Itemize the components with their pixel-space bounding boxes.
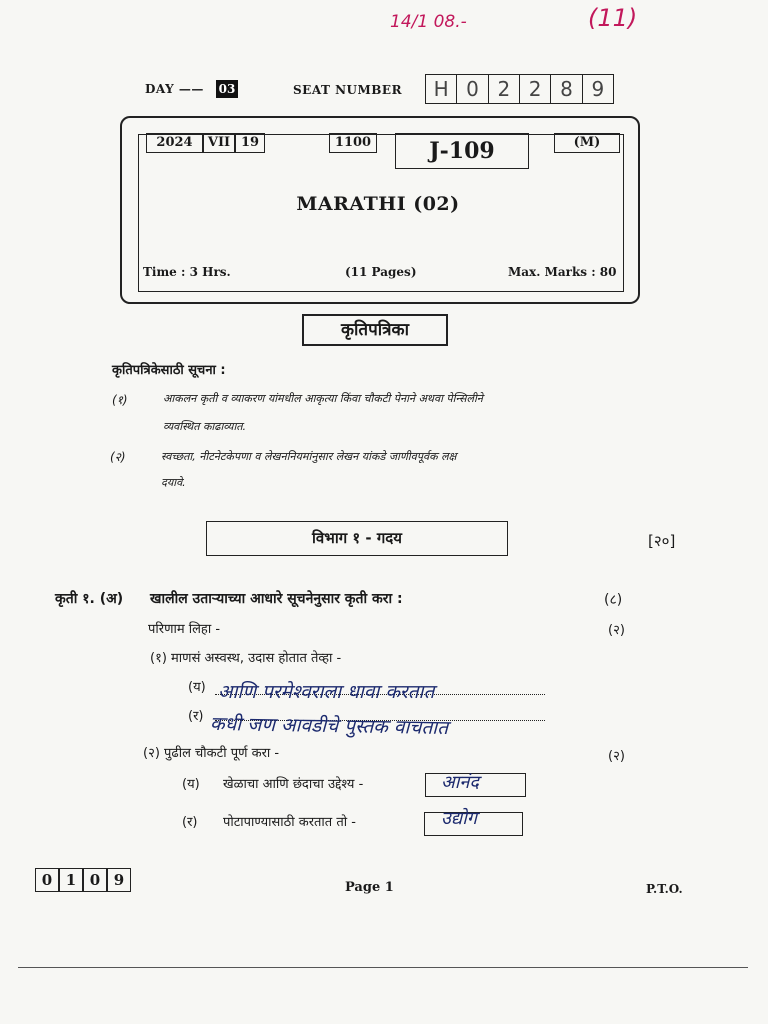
sub2-a-text: खेळाचा आणि छंदाचा उद्देश्य - (223, 777, 364, 792)
handwritten-box-answer-a: आनंद (441, 772, 479, 793)
sub1-a-label: (य) (188, 680, 206, 695)
page-number: Page 1 (345, 880, 394, 895)
instruction-2-line2: दयावे. (161, 476, 186, 489)
paper-code: J-109 (395, 133, 529, 169)
page-count: (11 Pages) (345, 265, 417, 279)
pto: P.T.O. (646, 882, 683, 896)
handwritten-answer-a: आणि परमेश्वराला धावा करतात (218, 681, 435, 703)
seat-digit-box: 9 (582, 74, 614, 104)
sub2-title: (२) पुढील चौकटी पूर्ण करा - (143, 746, 280, 761)
serial-number (35, 868, 135, 892)
sub2-a-label: (य) (182, 777, 200, 792)
page-bottom-edge (18, 967, 748, 968)
sub1-b-label: (र) (188, 709, 204, 724)
day-label: DAY —— (145, 82, 204, 96)
handwritten-annotation: 14/1 08.- (390, 12, 467, 32)
day-value: 03 (216, 80, 238, 98)
seat-digit-box: H (425, 74, 457, 104)
instruction-1-line1: आकलन कृती व व्याकरण यांमधील आकृत्या किंवा चौकटी पेनाने अथवा पेन्सिलीने (163, 392, 483, 405)
time-code: 1100 (329, 133, 377, 153)
section-heading: विभाग १ - गदय (206, 521, 508, 556)
serial-digit-box: 0 (35, 868, 59, 892)
sub2-b-label: (र) (182, 815, 198, 830)
seat-digit-box: 2 (519, 74, 551, 104)
seat-digit-box: 2 (488, 74, 520, 104)
exam-time: Time : 3 Hrs. (143, 265, 231, 279)
handwritten-box-answer-b: उद्योग (441, 808, 477, 829)
sub1-item: (१) माणसं अस्वस्थ, उदास होतात तेव्हा - (150, 651, 342, 666)
medium: (M) (554, 133, 620, 153)
seat-digit-box: 0 (456, 74, 488, 104)
kritipatrika-heading: कृतिपत्रिका (302, 314, 448, 346)
subject-title: MARATHI (02) (296, 193, 460, 215)
instruction-1-line2: व्यवस्थित काढाव्यात. (163, 420, 247, 433)
sub1-title: परिणाम लिहा - (148, 622, 221, 637)
section-marks: [२०] (648, 532, 676, 550)
seat-number-boxes (425, 74, 613, 104)
handwritten-answer-b: कधी जण आवडीचे पुस्तक वाचतात (209, 712, 449, 740)
question-marks: (८) (604, 592, 623, 608)
question-text: खालील उताऱ्याच्या आधारे सूचनेनुसार कृती करा : (150, 591, 403, 607)
sub2-b-text: पोटापाण्यासाठी करतात तो - (223, 815, 356, 830)
instruction-2-line1: स्वच्छता, नीटनेटकेपणा व लेखननियमांनुसार लेखन यांकडे जाणीवपूर्वक लक्ष (161, 450, 457, 463)
instructions-title: कृतिपत्रिकेसाठी सूचना : (112, 363, 226, 378)
question-label: कृती १. (अ) (55, 591, 124, 607)
sub1-marks: (२) (608, 623, 625, 638)
seat-digit-box: 8 (550, 74, 582, 104)
seat-number-label: SEAT NUMBER (293, 83, 403, 97)
circled-page-count: (11) (588, 4, 638, 32)
serial-digit-box: 9 (107, 868, 131, 892)
instruction-2-number: (२) (110, 450, 126, 464)
max-marks: Max. Marks : 80 (508, 265, 617, 279)
serial-digit-box: 0 (83, 868, 107, 892)
serial-digit-box: 1 (59, 868, 83, 892)
instruction-1-number: (१) (112, 393, 128, 407)
sub2-marks: (२) (608, 749, 625, 764)
